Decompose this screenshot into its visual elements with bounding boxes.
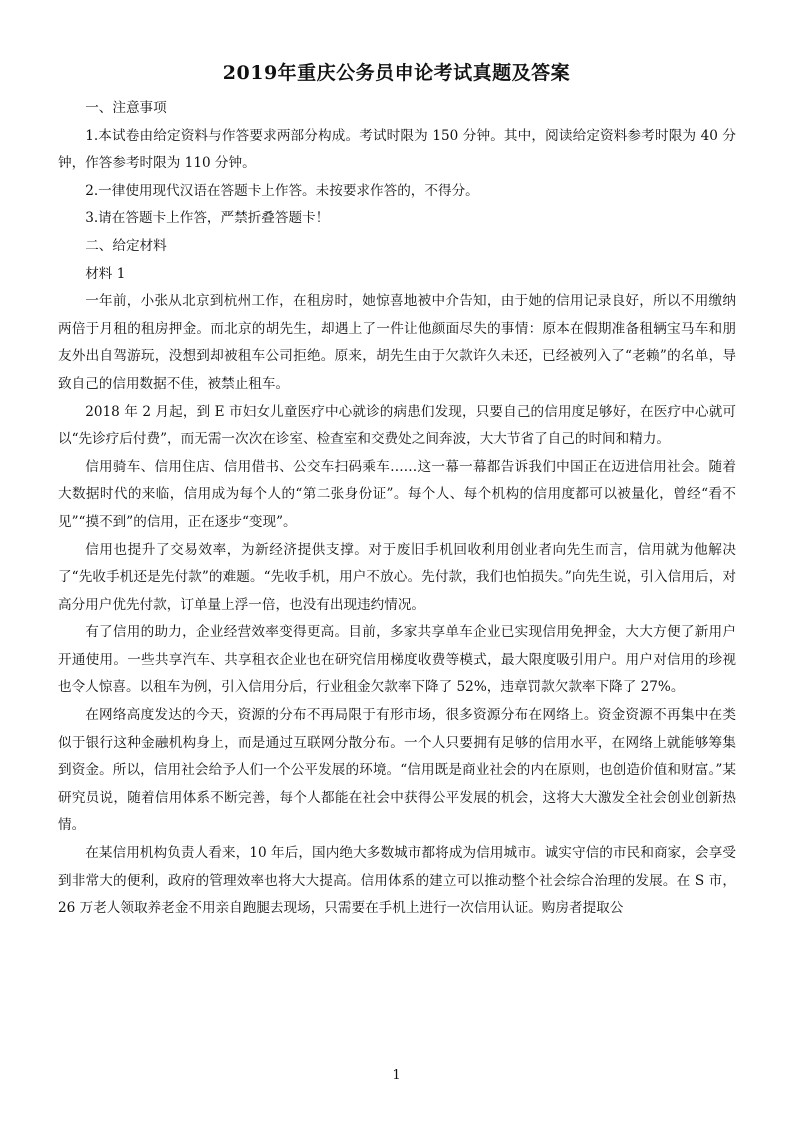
paragraph: 2018 年 2 月起，到 E 市妇女儿童医疗中心就诊的病患们发现，只要自己的信用度足够好，在医疗中心就可以“先诊疗后付费”，而无需一次次在诊室、检查室和交费处之间奔波，大大节省了自己的时间和精力。: [58, 403, 736, 448]
note-item-2: 2.一律使用现代汉语在答题卡上作答。未按要求作答的，不得分。: [85, 182, 479, 199]
material-label: 材料 1: [85, 265, 126, 282]
document-title: 2019年重庆公务员申论考试真题及答案: [222, 62, 571, 84]
paragraph: 一年前，小张从北京到杭州工作，在租房时，她惊喜地被中介告知，由于她的信用记录良好，所以不用缴纳两倍于月租的租房押金。而北京的胡先生，却遇上了一件让他颜面尽失的事情：原本在假期准备租辆宝马车和朋友外出自驾游玩，没想到却被租车公司拒绝。原来，胡先生由于欠款许久未还，已经被列入了“老赖”的名单，导致自己的信用数据不佳，被禁止租车。: [58, 293, 736, 392]
document-body: [58, 95, 736, 923]
paragraph: 有了信用的助力，企业经营效率变得更高。目前，多家共享单车企业已实现信用免押金，大大方便了新用户开通使用。一些共享汽车、共享租衣企业也在研究信用梯度收费等模式，最大限度吸引用户。用户对信用的珍视也令人惊喜。以租车为例，引入信用分后，行业租金欠款率下降了 52%，违章罚款欠款率下降了 27%。: [58, 624, 736, 696]
paragraph: 在某信用机构负责人看来，10 年后，国内绝大多数城市都将成为信用城市。诚实守信的市民和商家，会享受到非常大的便利，政府的管理效率也将大大提高。信用体系的建立可以推动整个社会综合治理的发展。在 S 市，26 万老人领取养老金不用亲自跑腿去现场，只需要在手机上进行一次信用认证。购房者提取公: [58, 845, 736, 917]
page-number: 1: [392, 1068, 401, 1083]
note-item-1: 1.本试卷由给定资料与作答要求两部分构成。考试时限为 150 分钟。其中，阅读给定资料参考时限为 40 分钟，作答参考时限为 110 分钟。: [58, 127, 736, 172]
paragraph: 在网络高度发达的今天，资源的分布不再局限于有形市场，很多资源分布在网络上。资金资源不再集中在类似于银行这种金融机构身上，而是通过互联网分散分布。一个人只要拥有足够的信用水平，在网络上就能够筹集到资金。所以，信用社会给予人们一个公平发展的环境。“信用既是商业社会的内在原则，也创造价值和财富。”某研究员说，随着信用体系不断完善，每个人都能在社会中获得公平发展的机会，这将大大激发全社会创业创新热情。: [58, 707, 736, 834]
paragraph: 信用也提升了交易效率，为新经济提供支撑。对于废旧手机回收利用创业者向先生而言，信用就为他解决了“先收手机还是先付款”的难题。“先收手机，用户不放心。先付款，我们也怕损失。”向先生说，引入信用后，对高分用户优先付款，订单量上浮一倍，也没有出现违约情况。: [58, 541, 736, 613]
paragraph: 信用骑车、信用住店、信用借书、公交车扫码乘车……这一幕一幕都告诉我们中国正在迈进信用社会。随着大数据时代的来临，信用成为每个人的“第二张身份证”。每个人、每个机构的信用度都可以被量化，曾经“看不见”“摸不到”的信用，正在逐步“变现”。: [58, 458, 736, 530]
section-heading-notes: 一、注意事项: [85, 100, 167, 116]
section-heading-materials: 二、给定材料: [85, 237, 167, 254]
note-item-3: 3.请在答题卡上作答，严禁折叠答题卡！: [85, 210, 330, 227]
